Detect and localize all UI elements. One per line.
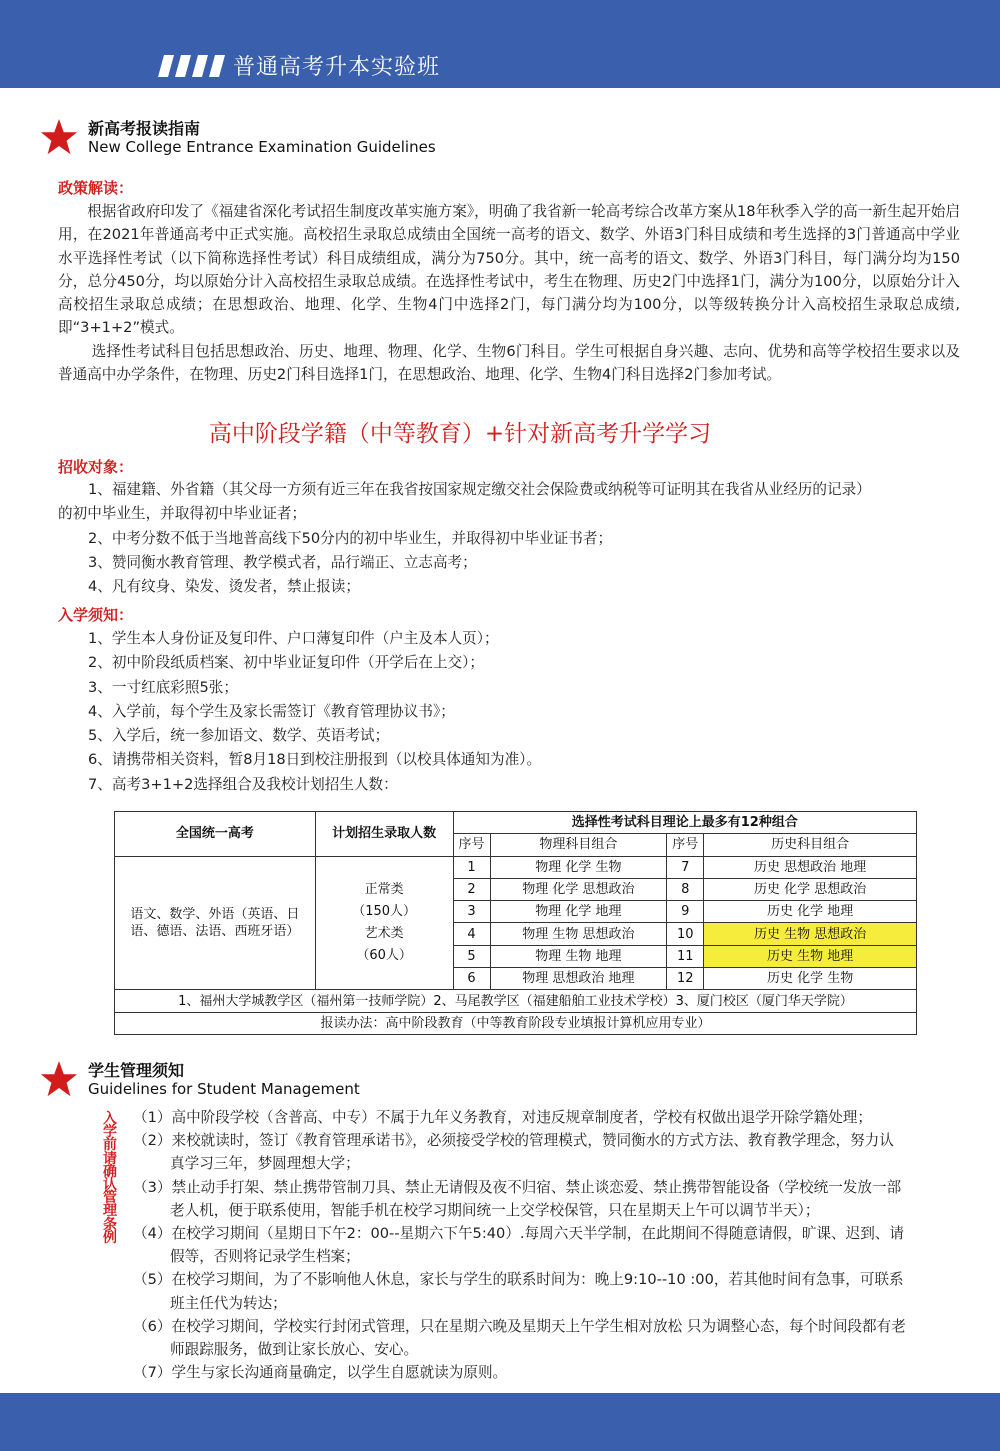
- list-item: 2、中考分数不低于当地普高线下50分内的初中毕业生，并取得初中毕业证书者；: [88, 529, 613, 547]
- header-bar: [0, 0, 1000, 88]
- rule-line: 师跟踪服务，做到让家长放心、安心。: [170, 1341, 419, 1359]
- list-item: 7、高考3+1+2选择组合及我校计划招生人数：: [88, 775, 398, 793]
- table-row: [115, 990, 917, 1012]
- rule-line: （3）禁止动手打架、禁止携带管制刀具、禁止无请假及夜不归宿、禁止谈恋爱、禁止携带智能设备（学校统一发放一部: [133, 1178, 902, 1196]
- table-cell: 3: [453, 901, 490, 923]
- rule-item: [133, 1222, 963, 1268]
- table-header-row: [115, 812, 917, 834]
- campuses-cell: 1、福州大学城教学区（福州第一技师学院）2、马尾教学区（福建船舶工业技术学校）3、厦门校区（厦门华天学院）: [115, 990, 917, 1012]
- list-item: 2、初中阶段纸质档案、初中毕业证复印件（开学后在上交）；: [88, 654, 485, 672]
- policy-paragraph-2: 选择性考试科目包括思想政治、历史、地理、物理、化学、生物6门科目。学生可根据自身兴趣、志向、优势和高等学校招生要求以及普通高中办学条件，在物理、历史2门科目选择1门，在思想政治、地理、化学、生物4门科目选择2门参加考试。: [58, 342, 960, 384]
- rule-item: [133, 1106, 963, 1129]
- policy-paragraph-1: 根据省政府印发了《福建省深化考试招生制度改革实施方案》，明确了我省新一轮高考综合改革方案从18年秋季入学的高一新生起开始启用，在2021年普通高考中正式实施。高校招生录取总成绩由全国统一高考的语文、数学、外语3门科目成绩和考生选择的3门普通高中学业水平选择性考试（以下简称选择性考试）科目成绩组成，满分为750分。其中，统一高考的语文、数学、外语3门科目，每门满分均为150分，总分450分，均以原始分计入高校招生录取总成绩。在选择性考试中，考生在物理、历史2门中选择1门，满分为100分，以原始分计入高校招生录取总成绩；在思想政治、地理、化学、生物4门中选择2门，每门满分均为100分，以等级转换分计入高校招生录取总成绩,即“3+1+2”模式。: [58, 203, 960, 337]
- table-cell: 8: [667, 878, 704, 900]
- table-cell: 物理 思想政治 地理: [490, 968, 667, 990]
- rule-line: （5）在校学习期间，为了不影响他人休息，家长与学生的联系时间为：晚上9:10--10 :00，若其他时间有急事，可联系: [133, 1271, 904, 1289]
- highlighted-cell: 历史 生物 思想政治: [704, 923, 917, 945]
- red-star-icon: [40, 118, 78, 156]
- list-item: 3、一寸红底彩照5张；: [88, 678, 238, 696]
- rule-line: （6）在校学习期间，学校实行封闭式管理，只在星期六晚及星期天上午学生相对放松 只为调整心态，每个时间段都有老: [133, 1317, 906, 1335]
- list-item: 5、入学后，统一参加语文、数学、英语考试；: [88, 727, 390, 745]
- table-cell: 历史 化学 地理: [704, 901, 917, 923]
- header-title: 普通高考升本实验班: [233, 55, 441, 80]
- plan-line: （60人）: [356, 947, 412, 963]
- section-title-zh: 学生管理须知: [88, 1061, 185, 1080]
- table-cell: 4: [453, 923, 490, 945]
- header-elective-exam: 选择性考试科目理论上最多有12种组合: [453, 812, 916, 834]
- list-item: 1、福建籍、外省籍（其父母一方须有近三年在我省按国家规定缴交社会保险费或纳税等可证明其在我省从业经历的记录）: [88, 481, 871, 498]
- policy-text: [58, 200, 960, 386]
- table-cell: 2: [453, 878, 490, 900]
- list-item: 3、赞同衡水教育管理、教学模式者，品行端正、立志高考；: [88, 553, 477, 571]
- plan-line: 正常类: [364, 881, 404, 897]
- rule-item: [133, 1268, 963, 1314]
- rule-line: 真学习三年，梦圆理想大学；: [170, 1155, 360, 1173]
- header-unified-exam: 全国统一高考: [115, 812, 316, 857]
- red-star-icon: [40, 1060, 78, 1098]
- table-cell: 物理 化学 思想政治: [490, 878, 667, 900]
- unified-subjects-cell: 语文、数学、外语（英语、日语、德语、法语、西班牙语）: [115, 856, 316, 990]
- highlighted-cell: 历史 生物 地理: [704, 945, 917, 967]
- header-history-combo: 历史科目组合: [704, 834, 917, 856]
- list-item: 4、入学前，每个学生及家长需签订《教育管理协议书》；: [88, 702, 455, 720]
- plan-line: （150人）: [352, 903, 417, 919]
- header-physics-combo: 物理科目组合: [490, 834, 667, 856]
- rule-line: （1）高中阶段学校（含普高、中专）不属于九年义务教育，对违反规章制度者，学校有权做出退学开除学籍处理；: [133, 1109, 872, 1126]
- table-cell: 历史 化学 思想政治: [704, 878, 917, 900]
- table-cell: 6: [453, 968, 490, 990]
- table-cell: 11: [667, 945, 704, 967]
- subject-combination-table: [114, 811, 917, 1035]
- table-cell: 10: [667, 923, 704, 945]
- rule-item: [133, 1361, 963, 1384]
- rule-line: （7）学生与家长沟通商量确定，以学生自愿就读为原则。: [133, 1364, 508, 1382]
- footer-bar: [0, 1393, 1000, 1451]
- table-row: [115, 856, 917, 878]
- planned-enrollment-cell: [315, 856, 453, 990]
- table-cell: 5: [453, 945, 490, 967]
- program-subtitle: 高中阶段学籍（中等教育）+针对新高考升学学习: [208, 421, 712, 447]
- section-title-zh: 新高考报读指南: [88, 119, 201, 138]
- rule-item: [133, 1129, 963, 1175]
- enroll-label: 招收对象：: [58, 458, 134, 476]
- rule-line: （2）来校就读时，签订《教育管理承诺书》，必须接受学校的管理模式，赞同衡水的方式方法、教育教学理念，努力认: [133, 1132, 894, 1150]
- header-planned-enrollment: 计划招生录取人数: [315, 812, 453, 857]
- table-cell: 7: [667, 856, 704, 878]
- table-cell: 物理 生物 地理: [490, 945, 667, 967]
- rule-line: （4）在校学习期间（星期日下午2：00--星期六下午5:40）.每周六天半学制，在此期间不得随意请假，旷课、迟到、请: [133, 1225, 904, 1243]
- table-cell: 历史 思想政治 地理: [704, 856, 917, 878]
- header-no: 序号: [453, 834, 490, 856]
- rule-line: 假等，否则将记录学生档案；: [170, 1248, 360, 1266]
- list-item: 的初中毕业生，并取得初中毕业证者；: [58, 505, 307, 523]
- section-title-en: New College Entrance Examination Guidelines: [88, 138, 436, 156]
- table-cell: 9: [667, 901, 704, 923]
- list-item: 4、凡有纹身、染发、烫发者，禁止报读；: [88, 578, 360, 596]
- rule-item: [133, 1176, 963, 1222]
- slash-stripes-icon: [158, 55, 228, 77]
- table-cell: 12: [667, 968, 704, 990]
- table-cell: 物理 化学 生物: [490, 856, 667, 878]
- admission-list: [58, 627, 960, 797]
- enroll-list: [58, 478, 960, 599]
- list-item: 1、学生本人身份证及复印件、户口薄复印件（户主及本人页）；: [88, 630, 499, 647]
- rule-line: 班主任代为转达；: [170, 1294, 287, 1312]
- rule-item: [133, 1315, 963, 1361]
- list-item: 6、请携带相关资料，暂8月18日到校注册报到（以校具体通知为准）。: [88, 751, 542, 769]
- table-cell: 物理 化学 地理: [490, 901, 667, 923]
- header-no: 序号: [667, 834, 704, 856]
- table-cell: 历史 化学 生物: [704, 968, 917, 990]
- management-rules: [133, 1106, 963, 1384]
- rule-line: 老人机，便于联系使用，智能手机在校学习期间统一上交学校保管，只在星期天上午可以调节半天）；: [170, 1201, 820, 1219]
- plan-line: 艺术类: [364, 925, 404, 941]
- table-row: [115, 1012, 917, 1034]
- section-title-en: Guidelines for Student Management: [88, 1080, 360, 1098]
- side-vertical-label: 入学前请确认管理条例: [103, 1111, 117, 1246]
- table-cell: 1: [453, 856, 490, 878]
- policy-label: 政策解读：: [58, 179, 134, 197]
- method-cell: 报读办法：高中阶段教育（中等教育阶段专业填报计算机应用专业）: [115, 1012, 917, 1034]
- table-cell: 物理 生物 思想政治: [490, 923, 667, 945]
- admission-label: 入学须知：: [58, 606, 134, 624]
